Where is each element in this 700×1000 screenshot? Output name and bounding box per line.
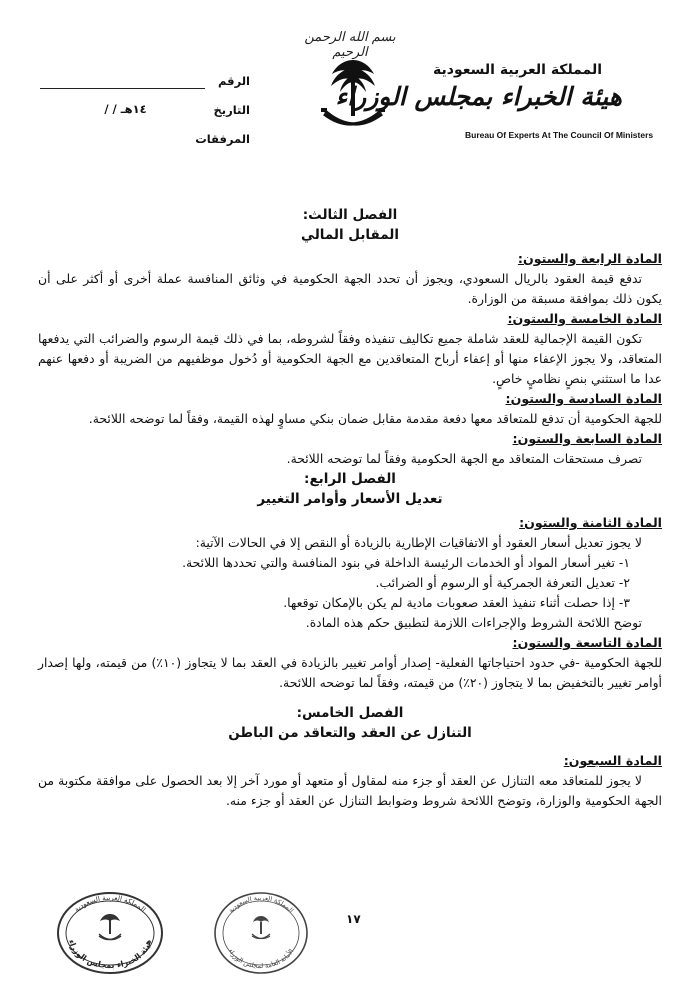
article-68-item: ٢- تعديل التعرفة الجمركية أو الرسوم أو الضرائب.: [375, 575, 630, 590]
article-68-closing: توضح اللائحة الشروط والإجراءات اللازمة لتطبيق حكم هذه المادة.: [305, 615, 642, 630]
date-row: [40, 95, 250, 124]
stamp-left-top-text: المملكة العربية السعودية: [72, 893, 148, 914]
stamp-right-bottom-text: الأمانة العامة لمجلس الوزراء: [226, 947, 296, 971]
chapter-4-subtitle: تعديل الأسعار وأوامر التغيير: [257, 491, 443, 507]
article-68-item: ١- تغير أسعار المواد أو الخدمات الرئيسة الداخلة في بنود المنافسة والتي تحددها اللائحة.: [182, 555, 630, 570]
bismillah: بسم الله الرحمن الرحيم: [304, 30, 396, 60]
svg-text:المملكة العربية السعودية: [73, 894, 147, 914]
number-row: [40, 66, 250, 95]
secretariat-seal-stamp: [212, 890, 310, 976]
article-65-title: المادة الخامسة والستون:: [507, 311, 662, 326]
letter-metadata: [40, 66, 250, 153]
attachments-row: [40, 124, 250, 153]
article-68-title: المادة الثامنة والستون:: [519, 515, 662, 530]
article-68-item: ٣- إذا حصلت أثناء تنفيذ العقد صعوبات مادية لم يكن بالإمكان توقعها.: [283, 595, 630, 610]
article-69-text: للجهة الحكومية -في حدود احتياجاتها الفعلية- إصدار أوامر تغيير بالزيادة في العقد بما لا يتجاوز (١٠٪) من قيمته، ولها إصدار أوامر تغيير بالتخفيض بما لا يتجاوز (٢٠٪) من قيمته، وفقاً لما توضحه اللائحة.: [38, 655, 662, 690]
attachments-label: المرفقات: [195, 131, 250, 146]
bureau-name-english: Bureau Of Experts At The Council Of Ministers: [465, 130, 654, 140]
article-69-title: المادة التاسعة والستون:: [512, 635, 662, 650]
svg-text:المملكة العربية السعودية: [227, 894, 296, 915]
article-66-title: المادة السادسة والستون:: [505, 391, 662, 406]
bureau-seal-stamp: [55, 890, 165, 976]
chapter-3-title: الفصل الثالث:: [302, 207, 398, 223]
article-70-text: لا يجوز للمتعاقد معه التنازل عن العقد أو جزء منه لمقاول أو متعهد أو مورد آخر إلا بعد الحصول على موافقة مكتوبة من الجهة الحكومية والوزارة، وتوضح اللائحة شروط وضوابط التنازل عن العقد أو جزء منه.: [38, 773, 662, 808]
number-label: الرقم: [218, 73, 250, 88]
chapter-5-title: الفصل الخامس:: [296, 705, 404, 721]
number-field: [40, 72, 205, 89]
article-67-text: تصرف مستحقات المتعاقد مع الجهة الحكومية وفقاً لما توضحه اللائحة.: [286, 451, 642, 466]
stamp-left-bottom-text: هيئة الخبراء بمجلس الوزراء: [67, 938, 154, 971]
chapter-4-title: الفصل الرابع:: [304, 471, 396, 487]
chapter-3-subtitle: المقابل المالي: [301, 227, 399, 243]
page-number: ١٧: [346, 912, 361, 926]
article-70-title: المادة السبعون:: [563, 753, 662, 768]
article-64-title: المادة الرابعة والستون:: [517, 251, 662, 266]
chapter-5-subtitle: التنازل عن العقد والتعاقد من الباطن: [228, 725, 472, 741]
document-body: [38, 205, 662, 811]
bureau-name-arabic: هيئة الخبراء بمجلس الوزراء: [335, 82, 622, 111]
article-64-text: تدفع قيمة العقود بالريال السعودي، ويجوز أن تحدد الجهة الحكومية في وثائق المنافسة عملة أخرى أو أكثر على أن يكون ذلك بموافقة مسبقة من الوزارة.: [38, 271, 662, 306]
kingdom-name: المملكة العربية السعودية: [433, 62, 602, 78]
date-field: / / ١٤هـ: [104, 101, 147, 116]
attachments-field: [40, 131, 205, 147]
article-66-text: للجهة الحكومية أن تدفع للمتعاقد معها دفعة مقدمة مقابل ضمان بنكي مساوٍ لهذه القيمة، وفقاً لما توضحه اللائحة.: [88, 411, 662, 426]
article-65-text: تكون القيمة الإجمالية للعقد شاملة جميع تكاليف تنفيذه وفقاً لشروطه، بما في ذلك قيمة الرسوم والضرائب التي يدفعها المتعاقد، ولا يجوز الإعفاء منها أو إعفاء أرباح المتعاقدين مع الجهة الحكومية أو دُخول موظفيهم من الضريبة أو دفعها عنهم عدا ما استثني بنصٍ نظاميٍ خاصٍ.: [38, 331, 662, 386]
date-label: التاريخ: [213, 102, 250, 117]
article-68-intro: لا يجوز تعديل أسعار العقود أو الاتفاقيات الإطارية بالزيادة أو النقص إلا في الحالات الآتية:: [195, 535, 642, 550]
stamp-right-top-text: المملكة العربية السعودية: [226, 893, 296, 915]
article-67-title: المادة السابعة والستون:: [512, 431, 662, 446]
